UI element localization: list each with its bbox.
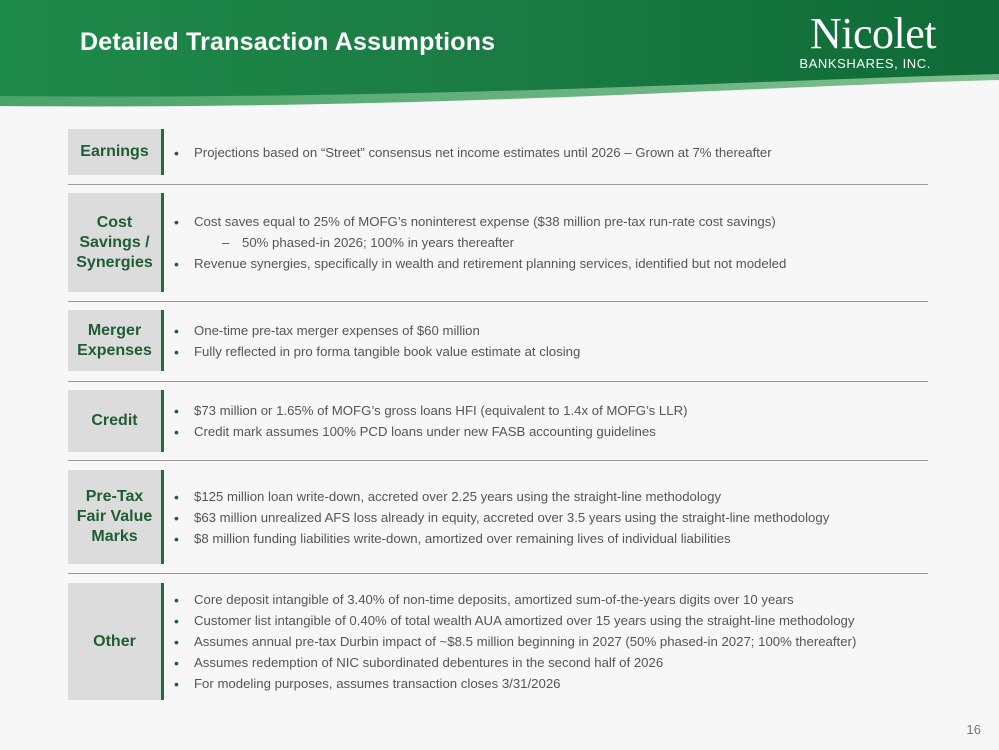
logo-subtitle: BANKSHARES, INC. (799, 56, 931, 71)
bullet-item: • $73 million or 1.65% of MOFG’s gross loans HFI (equivalent to 1.4x of MOFG’s LLR) (174, 403, 928, 418)
bullet-item: • Revenue synergies, specifically in wealth and retirement planning services, identified but not modeled (174, 256, 928, 271)
assumption-row (68, 310, 928, 371)
page-title: Detailed Transaction Assumptions (80, 28, 496, 56)
assumption-row (68, 583, 928, 700)
bullet-item: • $63 million unrealized AFS loss already in equity, accreted over 3.5 years using the straight-line methodology (174, 510, 928, 525)
stray-mark (300, 98, 301, 99)
bullet-item: • For modeling purposes, assumes transaction closes 3/31/2026 (174, 676, 928, 691)
bullet-item: • Customer list intangible of 0.40% of total wealth AUA amortized over 15 years using the straight-line methodology (174, 613, 928, 628)
row-divider (68, 184, 928, 185)
slide-header (0, 0, 999, 112)
row-divider (68, 381, 928, 382)
assumption-row (68, 129, 928, 175)
row-content (174, 129, 928, 175)
bullet-item: • Assumes redemption of NIC subordinated debentures in the second half of 2026 (174, 655, 928, 670)
row-label-line: Earnings (80, 143, 149, 160)
bullet-item: • Assumes annual pre-tax Durbin impact of ~$8.5 million beginning in 2027 (50% phased-in 2027; 100% thereafter) (174, 634, 928, 649)
bullet-item: • Core deposit intangible of 3.40% of non-time deposits, amortized sum-of-the-years digits over 10 years (174, 592, 928, 607)
page-number: 16 (966, 722, 981, 737)
bullet-item: • Fully reflected in pro forma tangible book value estimate at closing (174, 344, 928, 359)
row-label-line: Expenses (77, 341, 152, 359)
row-label-line: Cost (96, 213, 133, 231)
bullet-item: • One-time pre-tax merger expenses of $60 million (174, 323, 928, 338)
assumption-row (68, 193, 928, 292)
bullet-item: • $8 million funding liabilities write-down, amortized over remaining lives of individual liabilities (174, 531, 928, 546)
row-content (174, 583, 928, 700)
row-content (174, 470, 928, 564)
row-label (68, 310, 164, 371)
assumption-row (68, 390, 928, 452)
row-divider (68, 573, 928, 574)
row-label (68, 129, 164, 175)
row-label-line: Marks (91, 528, 138, 545)
bullet-item: • Cost saves equal to 25% of MOFG’s noninterest expense ($38 million pre-tax run-rate cost savings) (174, 214, 928, 229)
bullet-item: • Credit mark assumes 100% PCD loans under new FASB accounting guidelines (174, 424, 928, 439)
row-content (174, 193, 928, 292)
row-label-line: Other (93, 632, 136, 650)
row-label-line: Savings / (79, 233, 150, 251)
row-label (68, 390, 164, 452)
bullet-item: • Projections based on “Street” consensus net income estimates until 2026 – Grown at 7% thereafter (174, 145, 928, 160)
row-label (68, 583, 164, 700)
row-label-line: Synergies (76, 253, 153, 271)
assumption-row (68, 470, 928, 564)
row-label-line: Merger (87, 321, 142, 339)
sub-bullet-item: – 50% phased-in 2026; 100% in years thereafter (174, 235, 928, 250)
row-divider (68, 301, 928, 302)
row-content (174, 390, 928, 452)
row-label-line: Credit (91, 412, 138, 429)
row-label (68, 193, 164, 292)
logo-name: Nicolet (809, 9, 936, 58)
row-label-line: Pre-Tax (85, 488, 144, 505)
company-logo (786, 10, 936, 71)
row-divider (68, 460, 928, 461)
bullet-item: • $125 million loan write-down, accreted over 2.25 years using the straight-line methodology (174, 489, 928, 504)
row-label-line: Fair Value (76, 508, 153, 525)
row-content (174, 310, 928, 371)
row-label (68, 470, 164, 564)
